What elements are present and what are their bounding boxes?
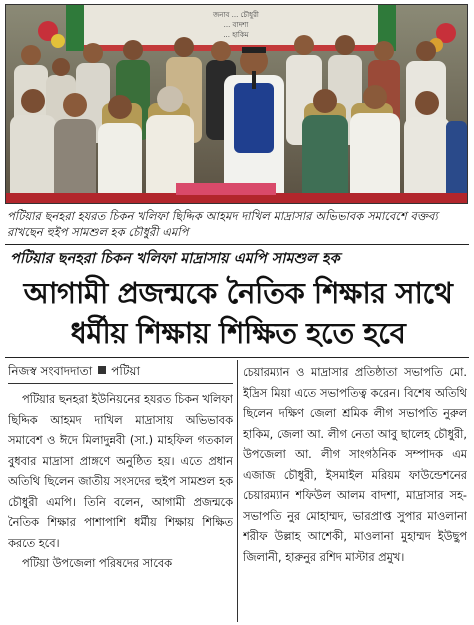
square-bullet-icon bbox=[98, 366, 106, 374]
byline bbox=[8, 363, 233, 379]
article-kicker: পটিয়ার ছনহরা চিকন খলিফা মাদ্রাসায় এমপি সামশুল হক bbox=[10, 251, 340, 267]
headline-line-2: ধর্মীয় শিক্ষায় শিক্ষিত হতে হবে bbox=[70, 316, 406, 350]
microphone-icon bbox=[252, 71, 256, 89]
byline-source: নিজস্ব সংবাদদাতা bbox=[8, 364, 93, 378]
byline-underline bbox=[8, 383, 233, 384]
column-divider bbox=[237, 360, 238, 622]
byline-place: পটিয়া bbox=[111, 364, 140, 378]
article-column-2 bbox=[243, 363, 467, 622]
news-photo bbox=[5, 4, 468, 204]
headline-divider bbox=[5, 357, 469, 358]
banner-text-line: ... বাদশা bbox=[223, 21, 249, 29]
banner-text-line: ... হাকিম bbox=[223, 31, 249, 39]
article-column-1 bbox=[8, 390, 233, 622]
photo-caption: পটিয়ার ছনহরা হযরত চিকন খলিফা ছিদ্দিক আহমদ দাখিল মাদ্রাসার অভিভাবক সমাবেশে বক্তব্য রাখছেন হুইপ সামশুল হক চৌধুরী এমপি bbox=[7, 209, 438, 239]
body-paragraph: চেয়ারম্যান ও মাদ্রাসার প্রতিষ্ঠাতা সভাপতি মো. ইদ্রিস মিয়া এতে সভাপতিত্ব করেন। বিশেষ অতিথি ছিলেন দক্ষিণ জেলা শ্রমিক লীগ সভাপতি নুরুল হাকিম, জেলা আ. লীগ নেতা আবু ছালেহ চৌধুরী, উপজেলা আ. লীগ সাংগঠনিক সম্পাদক এম এজাজ চৌধুরী, ইসমাইল মরিয়ম ফাউন্ডেশনের চেয়ারম্যান শফিউল আলম বাদশা, মাদ্রাসার সহ-সভাপতি নুর মোহাম্মদ, ভারপ্রাপ্ত সুপার মাওলানা শরীফ উল্লাহ আশেকী, মাওলানা মুহাম্মদ ইউছুপ জিলানী, হারুনুর রশিদ মাস্টার প্রমুখ। bbox=[243, 366, 467, 564]
banner-text-line: জনাব ... চৌধুরী bbox=[213, 11, 259, 19]
event-photo-illustration bbox=[6, 5, 467, 203]
body-paragraph: পটিয়া উপজেলা পরিষদের সাবেক bbox=[22, 557, 173, 570]
caption-divider bbox=[5, 244, 469, 245]
body-paragraph: পটিয়ার ছনহরা ইউনিয়নের হযরত চিকন খলিফা ছিদ্দিক আহমদ দাখিল মাদ্রাসায় অভিভাবক সমাবেশ ও ঈদে মিলাদুন্নবী (সা.) মাহফিল গতকাল বুধবার মাদ্রাসা প্রাঙ্গণে অনুষ্ঠিত হয়। এতে প্রধান অতিথি ছিলেন জাতীয় সংসদের হুইপ সামশুল হক চৌধুরী এমপি। তিনি বলেন, আগামী প্রজন্মকে নৈতিক শিক্ষার পাশাপাশি ধর্মীয় শিক্ষায় শিক্ষিত করতে হবে। bbox=[8, 393, 233, 550]
headline-line-1: আগামী প্রজন্মকে নৈতিক শিক্ষার সাথে bbox=[23, 276, 453, 310]
